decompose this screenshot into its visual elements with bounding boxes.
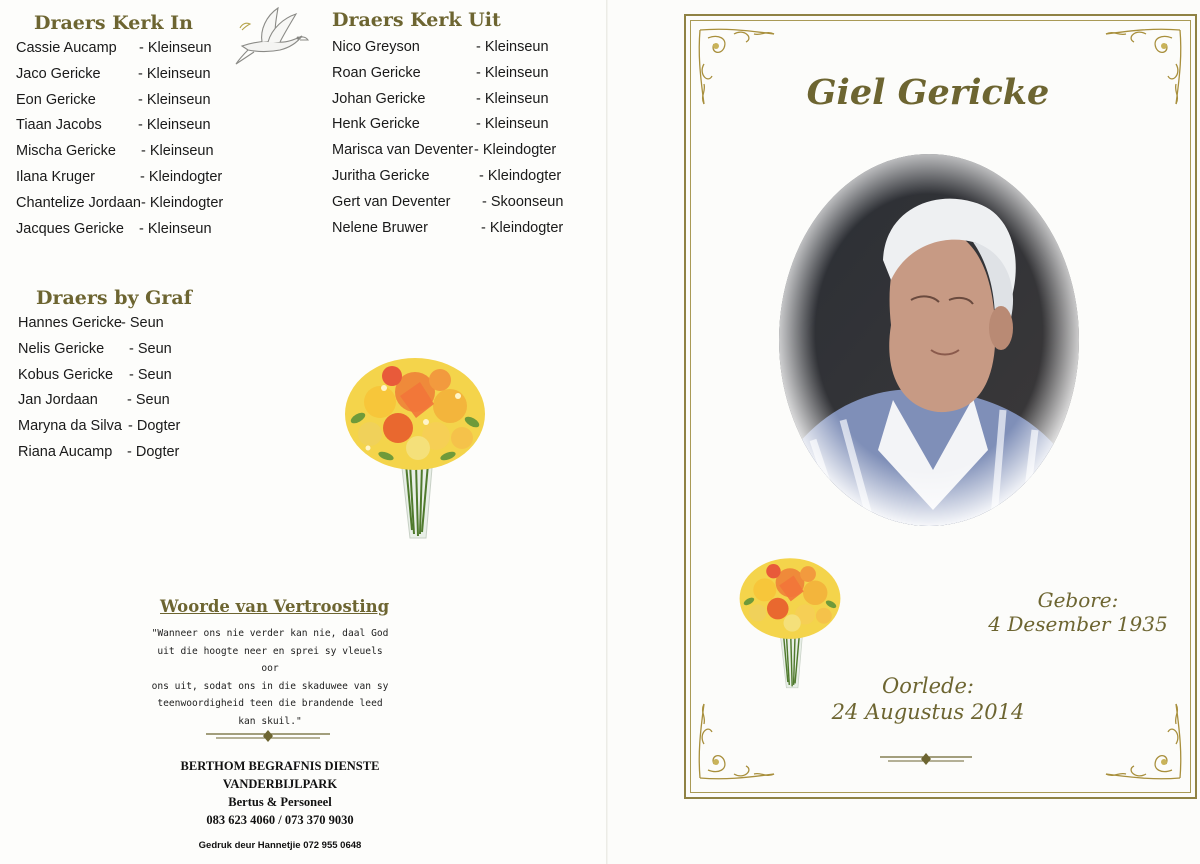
bearer-relation: - Dogter: [128, 418, 181, 435]
bearer-relation: - Seun: [129, 366, 172, 383]
funeral-home-city: VANDERBIJLPARK: [222, 777, 338, 791]
bearer-name: Nico Greyson: [332, 39, 420, 55]
bearer-name: Maryna da Silva: [18, 418, 122, 435]
bearer-relation: - Kleindogter: [141, 194, 224, 211]
bearer-relation: - Seun: [129, 340, 172, 357]
comfort-verse: [148, 625, 392, 731]
bearer-name: Marisca van Deventer: [332, 142, 474, 159]
bearer-row: [16, 113, 246, 139]
kerk-uit-heading: Draers Kerk Uit: [332, 9, 501, 31]
bearer-name: Gert van Deventer: [332, 193, 451, 210]
bearer-row: [18, 440, 218, 466]
verse-line: uit die hoogte neer en sprei sy vleuels oor: [157, 645, 383, 675]
printer-credit: Gedruk deur Hannetjie 072 955 0648: [198, 840, 362, 851]
bearer-relation: - Seun: [127, 392, 170, 409]
bearer-relation: - Skoonseun: [482, 193, 564, 210]
bearer-name: Chantelize Jordaan: [16, 194, 141, 211]
bearer-name: Cassie Aucamp: [16, 40, 117, 56]
bearer-name: Juritha Gericke: [332, 167, 430, 184]
bearer-name: Kobus Gericke: [18, 366, 114, 383]
bearer-row: [332, 138, 592, 164]
verse-line: ons uit, sodat ons in die skaduwee van sy: [151, 680, 389, 692]
bearer-row: [16, 88, 246, 114]
bearer-relation: - Kleindogter: [479, 167, 562, 184]
verse-line: "Wanneer ons nie verder kan nie, daal God: [151, 628, 389, 639]
bearer-relation: - Dogter: [127, 443, 180, 460]
bearer-row: [16, 62, 246, 88]
by-graf-heading: Draers by Graf: [36, 287, 192, 309]
bearer-relation: - Kleinseun: [476, 116, 549, 133]
bearer-relation: - Kleindogter: [474, 142, 557, 159]
portrait-photo: [773, 150, 1085, 530]
bearer-row: [16, 165, 246, 191]
died-label: Oorlede:: [882, 674, 974, 698]
verse-title: Woorde van Vertroosting: [160, 597, 390, 616]
bearer-name: Jacques Gericke: [16, 220, 124, 237]
bearer-relation: - Seun: [121, 315, 164, 331]
born-label: Gebore:: [1037, 588, 1119, 612]
bearer-row: [18, 337, 218, 363]
divider-ornament-icon: [206, 729, 330, 743]
bearer-relation: - Kleinseun: [141, 143, 214, 160]
bearer-row: [16, 36, 246, 62]
bearer-name: Tiaan Jacobs: [16, 117, 102, 134]
bearer-relation: - Kleinseun: [138, 65, 211, 82]
corner-ornament-icon: [1090, 688, 1186, 784]
flower-bouquet-icon: [736, 552, 844, 694]
bearer-name: Johan Gericke: [332, 90, 426, 107]
kerk-in-heading: Draers Kerk In: [34, 12, 193, 34]
kerk-in-list: [16, 36, 246, 242]
bearer-row: [332, 164, 592, 190]
bearer-row: [332, 190, 592, 216]
dove-icon: [232, 2, 312, 68]
bearer-row: [332, 35, 592, 61]
bearer-name: Riana Aucamp: [18, 443, 113, 460]
bearer-row: [16, 191, 246, 217]
divider-ornament-icon: [880, 752, 972, 766]
bearer-row: [18, 311, 218, 337]
bearer-relation: - Kleinseun: [476, 64, 549, 81]
funeral-home-phones: 083 623 4060 / 073 370 9030: [206, 813, 354, 827]
bearer-name: Jan Jordaan: [18, 392, 98, 409]
bearer-relation: - Kleindogter: [140, 168, 223, 185]
bearer-row: [16, 139, 246, 165]
bearer-relation: - Kleinseun: [139, 40, 212, 56]
bearer-relation: - Kleindogter: [481, 219, 564, 236]
bearer-name: Jaco Gericke: [16, 65, 101, 82]
bearer-row: [332, 87, 592, 113]
bearer-relation: - Kleinseun: [476, 39, 549, 55]
by-graf-list: [18, 311, 218, 466]
bearer-relation: - Kleinseun: [476, 90, 549, 107]
bearer-relation: - Kleinseun: [138, 91, 211, 108]
funeral-home-name: BERTHOM BEGRAFNIS DIENSTE: [180, 759, 380, 773]
bearer-relation: - Kleinseun: [139, 220, 212, 237]
bearer-name: Henk Gericke: [332, 116, 420, 133]
kerk-uit-list: [332, 35, 592, 241]
bearer-row: [18, 388, 218, 414]
died-date: 24 Augustus 2014: [831, 700, 1025, 724]
bearer-row: [332, 112, 592, 138]
funeral-home-staff: Bertus & Personeel: [228, 795, 332, 809]
deceased-name: Giel Gericke: [806, 72, 1050, 113]
bearer-name: Nelis Gericke: [18, 340, 105, 357]
bearer-row: [18, 414, 218, 440]
bearer-name: Ilana Kruger: [16, 168, 95, 185]
bearer-row: [18, 363, 218, 389]
bearer-row: [332, 216, 592, 242]
bearer-name: Mischa Gericke: [16, 143, 116, 160]
verse-line: teenwoordigheid teen die brandende leed: [157, 698, 383, 710]
bearer-name: Eon Gericke: [16, 91, 96, 108]
corner-ornament-icon: [1090, 24, 1186, 120]
corner-ornament-icon: [694, 688, 790, 784]
bearer-row: [332, 61, 592, 87]
bearer-name: Roan Gericke: [332, 64, 421, 81]
born-date: 4 Desember 1935: [988, 612, 1168, 636]
bearer-name: Nelene Bruwer: [332, 219, 428, 236]
bearer-relation: - Kleinseun: [138, 117, 211, 134]
flower-bouquet-icon: [340, 352, 490, 544]
cover-page: [608, 0, 1200, 864]
bearer-row: [16, 217, 246, 243]
bearer-name: Hannes Gericke: [18, 315, 122, 331]
verse-line: kan skuil.": [238, 715, 302, 727]
